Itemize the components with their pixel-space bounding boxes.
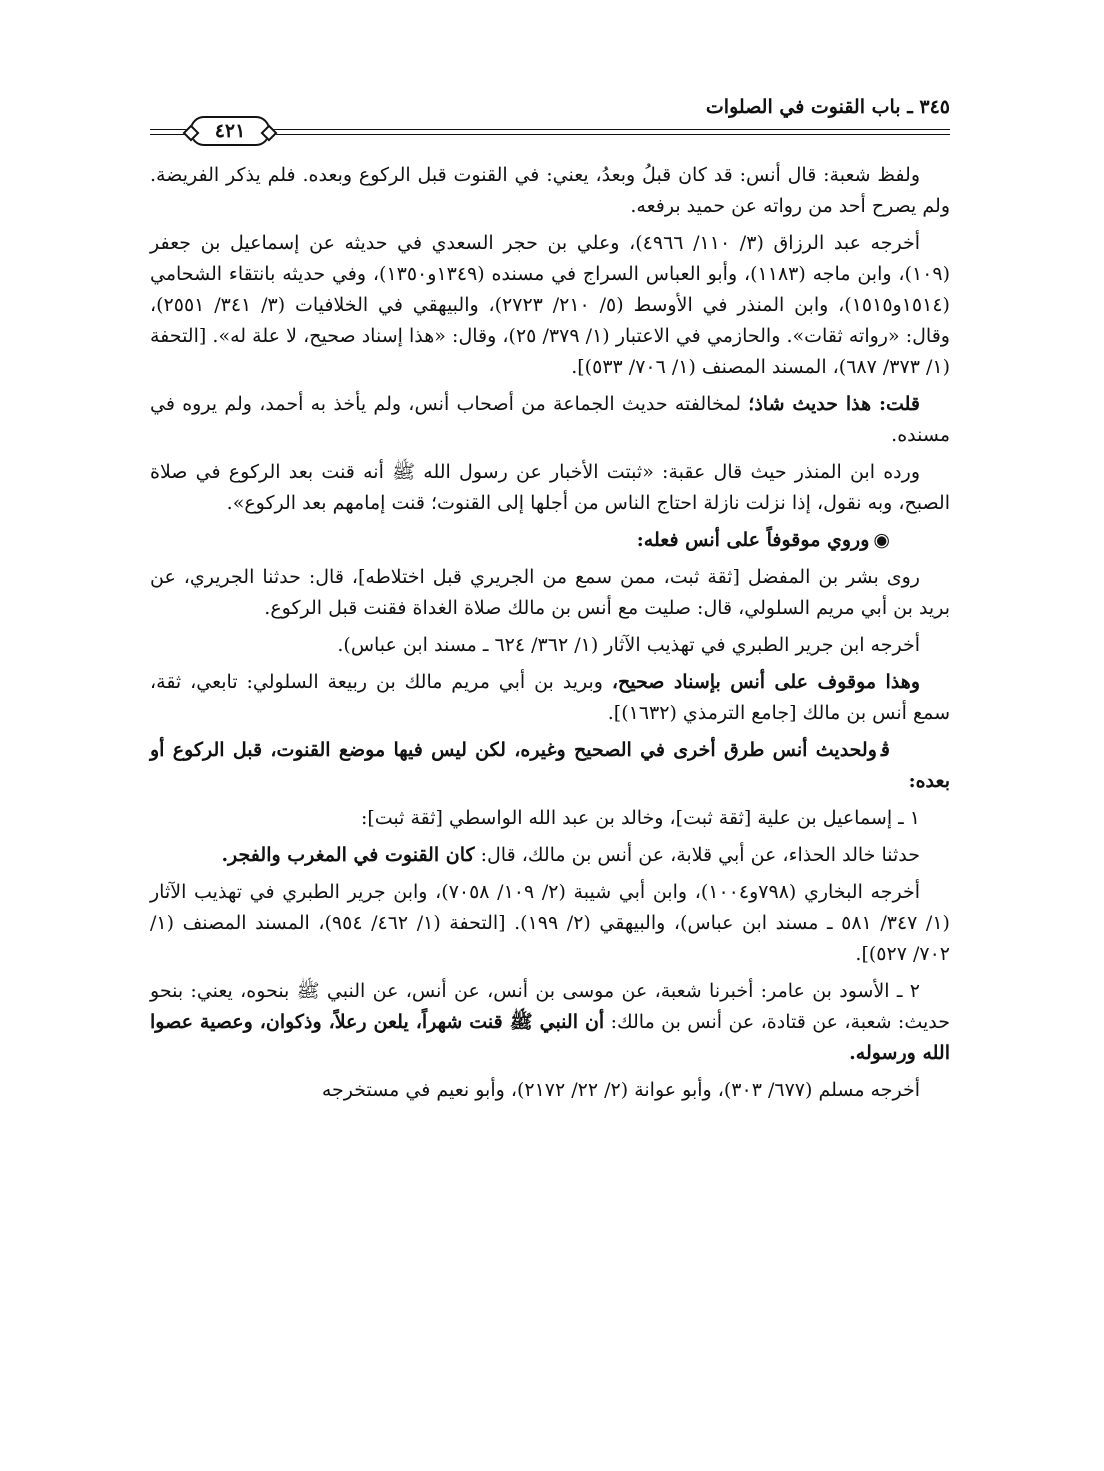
- paragraph: ورده ابن المنذر حيث قال عقبة: «ثبتت الأخبار عن رسول الله ﷺ أنه قنت بعد الركوع في صلاة الصبح، وبه نقول، إذا نزلت نازلة احتاج الناس من أجلها إلى القنوت؛ قنت إمامهم بعد الركوع».: [150, 461, 950, 514]
- chapter-title: ٣٤٥ ـ باب القنوت في الصلوات: [705, 96, 950, 118]
- paragraph: روى بشر بن المفضل [ثقة ثبت، ممن سمع من الجريري قبل اختلاطه]، قال: حدثنا الجريري، عن بريد بن أبي مريم السلولي، قال: صليت مع أنس بن مالك صلاة الغداة فقنت قبل الركوع.: [150, 566, 950, 619]
- paragraph: [150, 976, 950, 1069]
- section-label-text: وروي موقوفاً على أنس فعله:: [636, 529, 870, 551]
- bold-phrase: وهذا موقوف على أنس بإسناد صحيح،: [611, 671, 920, 693]
- paragraph: أخرجه عبد الرزاق (٣/ ١١٠/ ٤٩٦٦)، وعلي بن حجر السعدي في حديثه عن إسماعيل بن جعفر (١٠٩)، وابن ماجه (١١٨٣)، وأبو العباس السراج في مسنده (١٣٤٩و١٣٥٠)، وفي حديثه بانتقاء الشحامي (١٥١٤و١٥١٥)، وابن المنذر في الأوسط (٥/ ٢١٠/ ٢٧٢٣)، والبيهقي في الخلافيات (٣/ ٣٤١/ ٢٥٥١)، وقال: «رواته ثقات». والحازمي في الاعتبار (١/ ٣٧٩/ ٢٥)، وقال: «هذا إسناد صحيح، لا علة له». [التحفة (١/ ٣٧٣/ ٦٨٧)، المسند المصنف (١/ ٧٠٦/ ٥٣٣)].: [150, 232, 950, 378]
- paragraph: [150, 389, 950, 451]
- paragraph-text: وبريد بن أبي مريم مالك بن ربيعة السلولي: تابعي، ثقة، سمع أنس بن مالك [جامع الترمذي (١٦٣٢)].: [150, 671, 950, 724]
- paragraph: [150, 667, 950, 729]
- page-number: ٤٢١: [190, 116, 270, 146]
- paragraph: ولفظ شعبة: قال أنس: قد كان قبلُ وبعدُ، يعني: في القنوت قبل الركوع وبعده. فلم يذكر الفريضة. ولم يصرح أحد من رواته عن حميد برفعه.: [150, 164, 950, 217]
- paragraph-text: لمخالفته حديث الجماعة من أصحاب أنس، ولم يأخذ به أحمد، ولم يروه في مسنده.: [150, 393, 950, 446]
- page-header: [150, 92, 950, 148]
- paragraph-text: ٢ ـ الأسود بن عامر: أخبرنا شعبة، عن موسى بن أنس، عن أنس، عن النبي ﷺ بنحوه، يعني: بنحو حديث: شعبة، عن قتادة، عن أنس بن مالك:: [150, 980, 951, 1033]
- bullet-mark-icon: ◉: [873, 529, 890, 551]
- section-mark-icon: ﭬ: [880, 739, 890, 761]
- paragraph: [150, 840, 950, 871]
- section-label: [150, 525, 950, 556]
- page-body: [150, 160, 950, 1112]
- paragraph: أخرجه ابن جرير الطبري في تهذيب الآثار (١/ ٣٦٢/ ٦٢٤ ـ مسند ابن عباس).: [337, 634, 920, 656]
- paragraph: أخرجه مسلم (٦٧٧/ ٣٠٣)، وأبو عوانة (٢/ ٢٢/ ٢١٧٢)، وأبو نعيم في مستخرجه: [321, 1079, 920, 1101]
- bold-phrase: كان القنوت في المغرب والفجر.: [221, 844, 475, 866]
- document-page: [150, 92, 951, 1101]
- paragraph: ١ ـ إسماعيل بن علية [ثقة ثبت]، وخالد بن عبد الله الواسطي [ثقة ثبت]:: [360, 807, 920, 829]
- bold-phrase: قلت: هذا حديث شاذ؛: [748, 393, 921, 415]
- paragraph-text: حدثنا خالد الحذاء، عن أبي قلابة، عن أنس بن مالك، قال:: [474, 844, 920, 866]
- bold-phrase: أن النبي ﷺ قنت شهراً، يلعن رعلاً، وذكوان، وعصية عصوا الله ورسوله.: [150, 1011, 950, 1064]
- section-label: [150, 735, 950, 797]
- section-label-text: ولحديث أنس طرق أخرى في الصحيح وغيره، لكن ليس فيها موضع القنوت، قبل الركوع أو بعده:: [150, 739, 950, 792]
- paragraph: أخرجه البخاري (٧٩٨و١٠٠٤)، وابن أبي شيبة (٢/ ١٠٩/ ٧٠٥٨)، وابن جرير الطبري في تهذيب الآثار (١/ ٣٤٧/ ٥٨١ ـ مسند ابن عباس)، والبيهقي (٢/ ١٩٩). [التحفة (١/ ٤٦٢/ ٩٥٤)، المسند المصنف (١/ ٧٠٢/ ٥٢٧)].: [150, 881, 950, 965]
